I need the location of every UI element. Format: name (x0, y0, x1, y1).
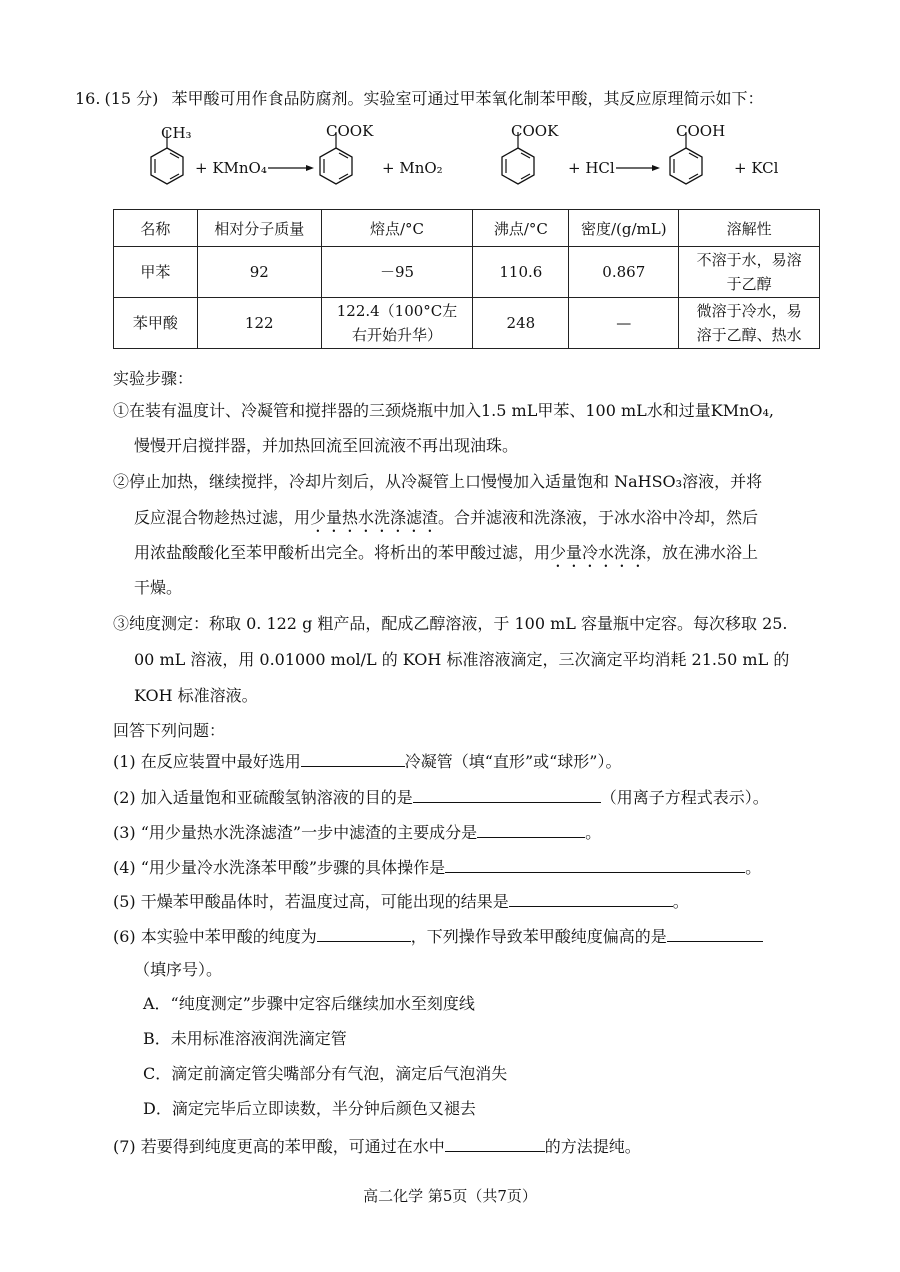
answer-blank-7[interactable] (445, 1135, 545, 1152)
question-1 (113, 750, 622, 772)
r2-reactant-group: COOK (511, 122, 559, 140)
cell-mp: －95 (321, 247, 473, 298)
q5-text: 。 (672, 892, 689, 911)
step-2-line: 干燥。 (134, 578, 183, 597)
question-4 (113, 856, 761, 878)
questions-title: 回答下列问题： (113, 721, 226, 740)
header-mp: 熔点/°C (321, 210, 473, 247)
q6-text: ，下列操作导致苯甲酸纯度偏高的是 (410, 927, 667, 946)
step-1-line: 慢慢开启搅拌器，并加热回流至回流液不再出现油珠。 (134, 436, 519, 455)
properties-table (113, 209, 820, 349)
q4-text: (4) “用少量冷水洗涤苯甲酸”步骤的具体操作是 (113, 858, 446, 877)
option-d: D．滴定完毕后立即读数，半分钟后颜色又褪去 (143, 1099, 476, 1118)
cell-solubility (679, 298, 820, 349)
cell-solubility-line: 微溶于冷水，易 (696, 302, 802, 320)
cell-mass: 92 (197, 247, 321, 298)
q1-text: 冷凝管（填“直形”或“球形”）。 (404, 752, 622, 771)
cell-mp-line: 122.4（100°C左 (336, 302, 458, 320)
cell-mass: 122 (197, 298, 321, 349)
r1-substituent: CH₃ (161, 124, 192, 142)
answer-blank-1[interactable] (301, 750, 405, 767)
q3-text: 。 (585, 823, 602, 842)
cell-density: — (569, 298, 679, 349)
reaction-scheme (140, 118, 800, 198)
step-2-text: ，放在沸水浴上 (646, 543, 759, 562)
step-2-text: 用浓盐酸酸化至苯甲酸析出完全。将析出的苯甲酸过滤，用 (134, 543, 551, 562)
answer-blank-2[interactable] (413, 786, 601, 803)
q2-text: （用离子方程式表示）。 (600, 788, 769, 807)
r1-product-group: COOK (326, 122, 374, 140)
step-3-line: KOH 标准溶液。 (134, 686, 258, 705)
toluene-structure (151, 124, 192, 184)
benzoic-acid-structure (670, 122, 725, 184)
option-c: C．滴定前滴定管尖嘴部分有气泡，滴定后气泡消失 (143, 1064, 508, 1083)
q4-text: 。 (745, 858, 762, 877)
question-5 (113, 890, 689, 912)
question-6 (113, 925, 763, 947)
header-bp: 沸点/°C (473, 210, 569, 247)
question-number: 16. (75, 89, 101, 108)
option-b: B．未用标准溶液润洗滴定管 (143, 1029, 347, 1048)
cell-mp-line: 右开始升华） (352, 326, 443, 344)
q7-text: 的方法提纯。 (544, 1137, 641, 1156)
cell-name: 苯甲酸 (114, 298, 198, 349)
question-score: (15 分) (104, 89, 159, 108)
step-2-line (134, 543, 758, 571)
r2-product-group: COOH (676, 122, 726, 140)
step-1-line: ①在装有温度计、冷凝管和搅拌器的三颈烧瓶中加入1.5 mL甲苯、100 mL水和过量KMnO₄, (113, 401, 775, 420)
cell-solubility-line: 不溶于水，易溶 (696, 251, 802, 269)
cell-density: 0.867 (569, 247, 679, 298)
cell-solubility (679, 247, 820, 298)
step-3-line: 00 mL 溶液，用 0.01000 mol/L 的 KOH 标准溶液滴定，三次滴定平均消耗 21.50 mL 的 (134, 650, 790, 669)
step-2-text: 。合并滤液和洗涤液，于冰水浴中冷却，然后 (438, 508, 759, 527)
answer-blank-3[interactable] (477, 821, 585, 838)
step-2-line: ②停止加热，继续搅拌，冷却片刻后，从冷凝管上口慢慢加入适量饱和 NaHSO₃溶液，并将 (113, 472, 763, 491)
r2-byproduct: + KCl (734, 159, 779, 177)
question-7 (113, 1135, 641, 1157)
cell-solubility-line: 溶于乙醇、热水 (696, 326, 802, 344)
q7-text: (7) 若要得到纯度更高的苯甲酸，可通过在水中 (113, 1137, 445, 1156)
q2-text: (2) 加入适量饱和亚硫酸氢钠溶液的目的是 (113, 788, 413, 807)
question-6-hint: （填序号）。 (134, 960, 223, 979)
table-row (114, 247, 820, 298)
option-a: A．“纯度测定”步骤中定容后继续加水至刻度线 (143, 994, 475, 1013)
header-solubility: 溶解性 (679, 210, 820, 247)
cell-bp: 110.6 (473, 247, 569, 298)
cell-solubility-line: 于乙醇 (726, 275, 772, 293)
r1-reagent: + KMnO₄ (195, 159, 267, 177)
question-2 (113, 786, 769, 808)
header-mass: 相对分子质量 (197, 210, 321, 247)
step-3-line: ③纯度测定：称取 0. 122 g 粗产品，配成乙醇溶液，于 100 mL 容量瓶中定容。每次移取 25. (113, 614, 788, 633)
reaction-arrow-1 (268, 165, 314, 171)
emphasis-cold-water-wash: 少量冷水洗涤 (550, 543, 647, 562)
header-density: 密度/(g/mL) (569, 210, 679, 247)
q5-text: (5) 干燥苯甲酸晶体时，若温度过高，可能出现的结果是 (113, 892, 509, 911)
step-2-line (134, 508, 758, 536)
potassium-benzoate-structure (320, 122, 374, 184)
q1-text: (1) 在反应装置中最好选用 (113, 752, 301, 771)
q3-text: (3) “用少量热水洗涤滤渣”一步中滤渣的主要成分是 (113, 823, 478, 842)
answer-blank-6a[interactable] (317, 925, 411, 942)
answer-blank-5[interactable] (509, 890, 673, 907)
cell-mp (321, 298, 473, 349)
header-name: 名称 (114, 210, 198, 247)
question-header (75, 89, 764, 109)
question-intro: 苯甲酸可用作食品防腐剂。实验室可通过甲苯氧化制苯甲酸，其反应原理简示如下： (171, 89, 764, 108)
answer-blank-6b[interactable] (667, 925, 763, 942)
r2-reagent: + HCl (568, 159, 615, 177)
table-header-row (114, 210, 820, 247)
step-2-text: 反应混合物趁热过滤，用 (134, 508, 311, 527)
emphasis-hot-water-wash: 少量热水洗涤滤渣 (310, 508, 439, 527)
page-footer: 高二化学 第5页（共7页） (363, 1187, 537, 1205)
potassium-benzoate-structure-2 (502, 122, 559, 184)
q6-text: (6) 本实验中苯甲酸的纯度为 (113, 927, 317, 946)
steps-title: 实验步骤： (113, 369, 194, 388)
r1-byproduct: + MnO₂ (382, 159, 443, 177)
answer-blank-4[interactable] (445, 856, 745, 873)
table-row (114, 298, 820, 349)
reaction-arrow-2 (616, 165, 660, 171)
cell-bp: 248 (473, 298, 569, 349)
cell-name: 甲苯 (114, 247, 198, 298)
question-3 (113, 821, 601, 843)
